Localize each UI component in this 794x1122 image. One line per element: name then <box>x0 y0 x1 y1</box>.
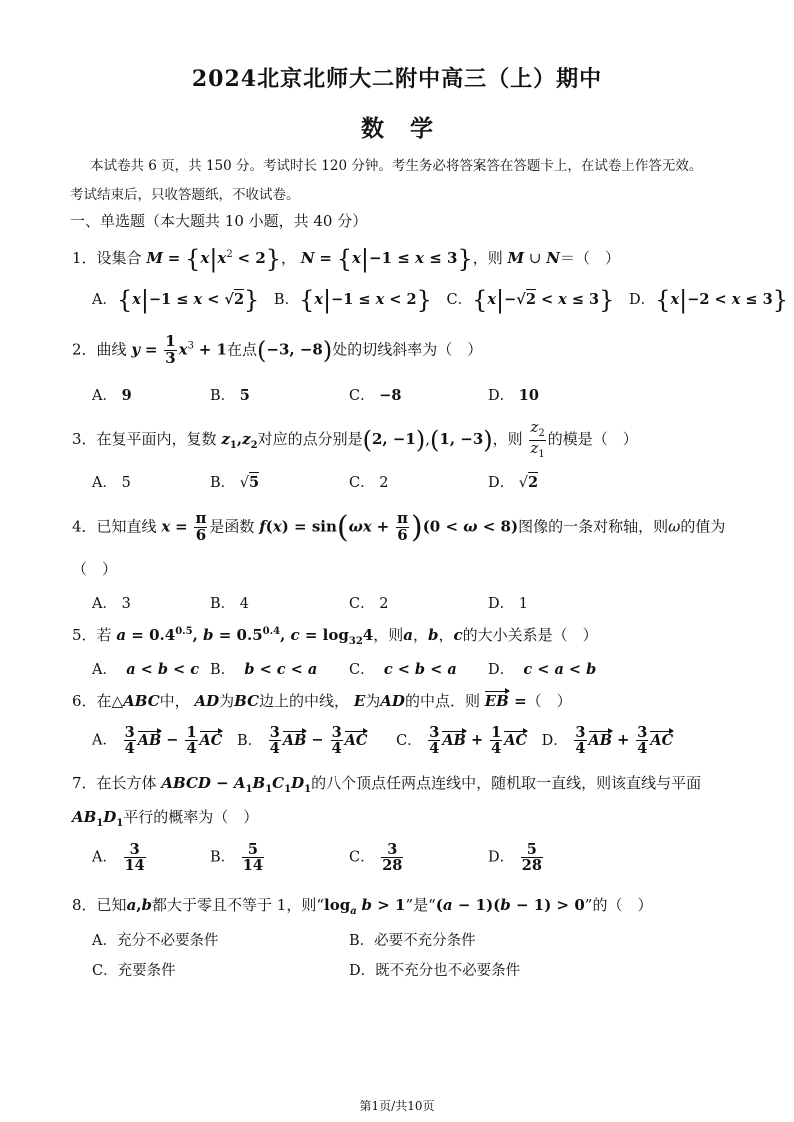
q5-option-b: B． b < c < a <box>210 661 318 678</box>
q3-tail: 的模是（ ） <box>547 430 638 448</box>
question-2: 2．曲线 y = $\frac{1}{3}$ $x^3 + 1$在点(−3, −8)处的切线斜率为（ ） <box>72 332 483 367</box>
q8-option-a: A．充分不必要条件 <box>92 933 219 949</box>
q1-options: A．{x|−1 ≤ x < √2} B．{x|−1 ≤ x < 2} C．{x|−√2 < x ≤ 3} D．{x|−2 < x ≤ 3} <box>92 286 788 314</box>
q4-option-a: A． 3 <box>92 596 131 612</box>
q2-option-a: A． 9 <box>92 387 132 404</box>
question-7-line-2: $AB_1D_1$平行的概率为（ ） <box>72 808 259 829</box>
page-number: 第1页/共10页 <box>359 1099 435 1113</box>
q2-option-d: D． 10 <box>488 387 539 404</box>
q3-stem: 在复平面内，复数 <box>96 430 217 448</box>
q7-number: 7． <box>72 774 97 792</box>
q3-number: 3． <box>72 430 97 448</box>
q8-tail: ”的（ ） <box>584 896 653 914</box>
exam-title: 2024北京北师大二附中高三（上）期中 <box>191 66 603 92</box>
question-4: 4．已知直线 x = $\frac{\pi}{6}$ 是函数 f(x) = sin(ωx + $\frac{\pi}{6}$ )(0 < ω < 8)图像的一条对称轴，则ω的值为 <box>72 509 726 545</box>
q7-option-d: D． $\frac{5}{28}$ <box>488 841 542 875</box>
q1-blank: ＝（ ） <box>559 249 620 267</box>
q3-mid: 对应的点分别是 <box>257 430 363 448</box>
q6-mid: 中， <box>159 692 190 710</box>
q8-stem: 已知 <box>96 896 127 914</box>
question-8: 8．已知a,b都大于零且不等于 1，则“$\log_a$ b > 1”是“(a − 1)(b − 1) > 0”的（ ） <box>72 896 653 917</box>
q6-mid4: 为 <box>365 692 381 710</box>
q1-stem: 设集合 <box>96 249 142 267</box>
q4-stem: 已知直线 <box>96 517 157 536</box>
q4-option-b: B． 4 <box>210 596 249 612</box>
q7-option-c: C． $\frac{3}{28}$ <box>349 841 403 875</box>
q4-number: 4． <box>72 517 97 536</box>
q7-tail: 的八个顶点任两点连线中，随机取一直线，则该直线与平面 <box>311 774 702 792</box>
q6-mid3: 边上的中线， <box>259 692 350 710</box>
q2-stem: 曲线 <box>96 340 127 359</box>
q2-option-c: C． −8 <box>349 387 402 404</box>
q5-tail: ，则 <box>373 626 404 644</box>
q6-mid2: 为 <box>219 692 235 710</box>
question-3: 3．在复平面内，复数 $z_1,z_2$对应的点分别是(2, −1),(1, −3)，则 $\frac{z_2}{z_1}$ 的模是（ ） <box>72 418 638 460</box>
q4-mid: 是函数 <box>209 517 255 536</box>
q4-paren: （ ） <box>72 560 118 578</box>
q4-option-c: C． 2 <box>349 596 389 612</box>
intro-line-1: 本试卷共 6 页，共 150 分。考试时长 120 分钟。考生务必将答案答在答题卡上，在试卷上作答无效。 <box>90 158 703 174</box>
q1-number: 1． <box>72 249 97 267</box>
q5-number: 5． <box>72 626 97 644</box>
q3-option-c: C． 2 <box>349 475 389 491</box>
q3-option-b: B． √5 <box>210 474 260 491</box>
q1-then: ，则 <box>472 249 503 267</box>
subject-title: 数学 <box>361 115 459 142</box>
q3-option-d: D． √2 <box>488 474 539 491</box>
q7-line2: 平行的概率为（ ） <box>123 808 259 826</box>
question-6: 6．在△ABC中， AD为BC边上的中线， E为AD的中点．则 EB =（ ） <box>72 692 572 710</box>
q6-tail: （ ） <box>526 692 572 710</box>
q5-stem: 若 <box>96 626 112 644</box>
q7-stem: 在长方体 <box>96 774 157 792</box>
q8-number: 8． <box>72 896 97 914</box>
q5-option-a: A． a < b < c <box>92 661 200 678</box>
q8-option-c: C．充要条件 <box>92 963 176 979</box>
q2-mid: 在点 <box>226 340 257 359</box>
q2-number: 2． <box>72 340 97 359</box>
q6-number: 6． <box>72 692 97 710</box>
q7-option-a: A． $\frac{3}{14}$ <box>92 841 145 875</box>
q4-tail: 图像的一条对称轴，则 <box>518 517 669 536</box>
q4-option-d: D． 1 <box>488 596 528 612</box>
q3-option-a: A． 5 <box>92 475 131 491</box>
q6-mid5: 的中点．则 <box>404 692 480 710</box>
q8-mid: 都大于零且不等于 1，则“ <box>152 896 325 914</box>
section-heading: 一、单选题（本大题共 10 小题，共 40 分） <box>70 212 368 230</box>
q8-mid2: ”是“ <box>405 896 436 914</box>
q7-option-b: B． $\frac{5}{14}$ <box>210 841 263 875</box>
q5-tail2: 的大小关系是（ ） <box>462 626 598 644</box>
q2-tail: 处的切线斜率为（ ） <box>332 340 483 359</box>
q5-option-d: D． c < a < b <box>488 661 597 678</box>
intro-line-2: 考试结束后，只收答题纸，不收试卷。 <box>70 187 300 203</box>
q3-then: ，则 <box>492 430 523 448</box>
question-5: 5．若 $a = 0.4^{0.5}$, $b = 0.5^{0.4}$, $c = \log_{32}4$，则a，b，c的大小关系是（ ） <box>72 626 598 647</box>
q2-option-b: B． 5 <box>210 387 250 404</box>
question-7: 7．在长方体 ABCD − $A_1B_1C_1D_1$的八个顶点任两点连线中，随机取一直线，则该直线与平面 <box>72 774 702 795</box>
q4-tail2: 的值为 <box>680 517 726 536</box>
q5-option-c: C． c < b < a <box>349 661 457 678</box>
q6-options: A． $\frac{3}{4}$ AB − $\frac{1}{4}$ AC B． $\frac{3}{4}$ AB − $\frac{3}{4}$ AC C． $\frac{3}{4}$ AB + $\frac{1}{4}$ AC D． $\frac{3}{4}$ AB + $\frac{3}{4}$ AC <box>92 724 674 758</box>
q8-option-b: B．必要不充分条件 <box>349 933 476 949</box>
q8-option-d: D．既不充分也不必要条件 <box>349 963 521 979</box>
q6-stem: 在 <box>96 692 112 710</box>
question-1: 1．设集合 $M = \{x|x^2 < 2\}$， N = {x|−1 ≤ x ≤ 3}，则 M ∪ N＝（ ） <box>72 245 620 273</box>
